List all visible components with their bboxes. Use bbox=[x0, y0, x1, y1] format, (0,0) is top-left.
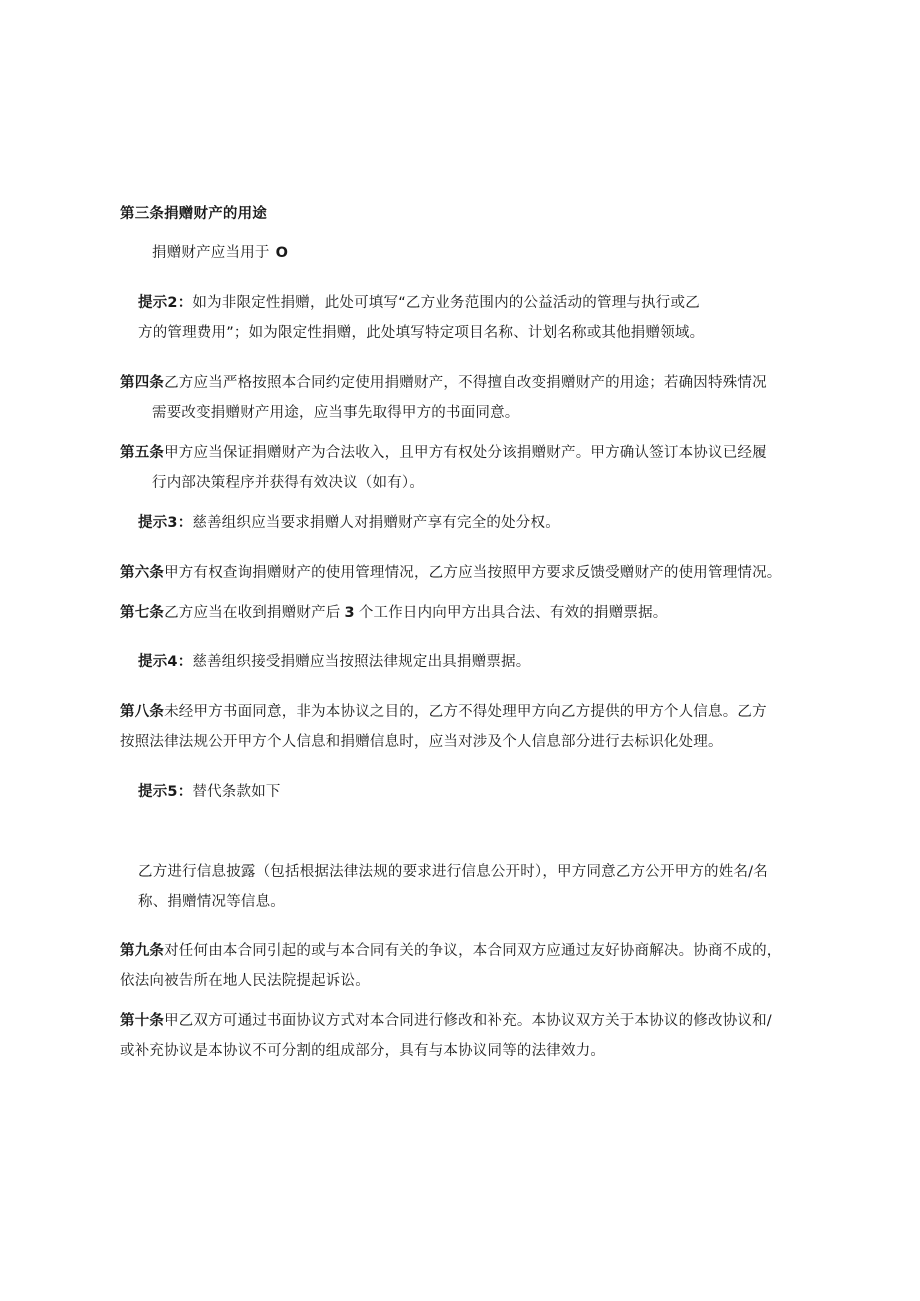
article9-line2: 依法向被告所在地人民法院提起诉讼。 bbox=[120, 973, 370, 989]
article9-line1 bbox=[120, 941, 782, 961]
hint5-label: 提示5： bbox=[138, 784, 193, 800]
hint2-line1 bbox=[138, 293, 700, 313]
article5-label: 第五条 bbox=[120, 445, 165, 461]
article4-line2: 需要改变捐赠财产用途，应当事先取得甲方的书面同意。 bbox=[152, 405, 520, 421]
article3-body-prefix: 捐赠财产应当用于 bbox=[152, 245, 270, 261]
article10-line2: 或补充协议是本协议不可分割的组成部分，具有与本协议同等的法律效力。 bbox=[120, 1043, 606, 1059]
article7 bbox=[120, 603, 668, 623]
hint2-label: 提示2： bbox=[138, 295, 193, 311]
article9-label: 第九条 bbox=[120, 943, 165, 959]
article10-line1 bbox=[120, 1011, 772, 1031]
article5-text1: 甲方应当保证捐赠财产为合法收入，且甲方有权处分该捐赠财产。甲方确认签订本协议已经履 bbox=[164, 445, 767, 461]
article8-text1: 未经甲方书面同意，非为本协议之目的，乙方不得处理甲方向乙方提供的甲方个人信息。乙方 bbox=[164, 704, 767, 720]
article7-label: 第七条 bbox=[120, 605, 165, 621]
hint4-text: 慈善组织接受捐赠应当按照法律规定出具捐赠票据。 bbox=[192, 654, 531, 670]
hint2-text1: 如为非限定性捐赠，此处可填写“乙方业务范围内的公益活动的管理与执行或乙 bbox=[192, 295, 700, 311]
alt-clause-line2: 称、捐赠情况等信息。 bbox=[138, 894, 285, 910]
article10-label: 第十条 bbox=[120, 1013, 165, 1029]
hint4-label: 提示4： bbox=[138, 654, 193, 670]
hint3-label: 提示3： bbox=[138, 515, 193, 531]
article6-label: 第六条 bbox=[120, 565, 165, 581]
hint5 bbox=[138, 782, 281, 802]
article4-label: 第四条 bbox=[120, 375, 165, 391]
article5-line1 bbox=[120, 443, 767, 463]
article7-days: 3 bbox=[344, 605, 355, 621]
article4-line1 bbox=[120, 373, 767, 393]
alt-clause-line1: 乙方进行信息披露（包括根据法律法规的要求进行信息公开时），甲方同意乙方公开甲方的姓名/名 bbox=[138, 864, 768, 880]
hint5-text: 替代条款如下 bbox=[192, 784, 281, 800]
hint3-text: 慈善组织应当要求捐赠人对捐赠财产享有完全的处分权。 bbox=[192, 515, 560, 531]
article8-label: 第八条 bbox=[120, 704, 165, 720]
article8-line2: 按照法律法规公开甲方个人信息和捐赠信息时，应当对涉及个人信息部分进行去标识化处理。 bbox=[120, 734, 723, 750]
article10-text1: 甲乙双方可通过书面协议方式对本合同进行修改和补充。本协议双方关于本协议的修改协议和/ bbox=[164, 1013, 772, 1029]
article4-text1: 乙方应当严格按照本合同约定使用捐赠财产，不得擅自改变捐赠财产的用途；若确因特殊情况 bbox=[164, 375, 767, 391]
article8-line1 bbox=[120, 702, 767, 722]
hint2-line2: 方的管理费用”；如为限定性捐赠，此处填写特定项目名称、计划名称或其他捐赠领域。 bbox=[138, 325, 705, 341]
article3-body bbox=[152, 243, 288, 263]
article7-text-suffix: 个工作日内向甲方出具合法、有效的捐赠票据。 bbox=[358, 605, 668, 621]
article9-text1: 对任何由本合同引起的或与本合同有关的争议，本合同双方应通过友好协商解决。协商不成的， bbox=[164, 943, 782, 959]
article6 bbox=[120, 563, 782, 583]
article3-title: 第三条捐赠财产的用途 bbox=[120, 206, 267, 222]
article7-text-prefix: 乙方应当在收到捐赠财产后 bbox=[164, 605, 341, 621]
hint4 bbox=[138, 652, 531, 672]
article6-text: 甲方有权查询捐赠财产的使用管理情况，乙方应当按照甲方要求反馈受赠财产的使用管理情况。 bbox=[164, 565, 782, 581]
hint3 bbox=[138, 513, 560, 533]
article5-line2: 行内部决策程序并获得有效决议（如有）。 bbox=[152, 475, 425, 491]
article3-body-suffix: O bbox=[275, 245, 289, 261]
